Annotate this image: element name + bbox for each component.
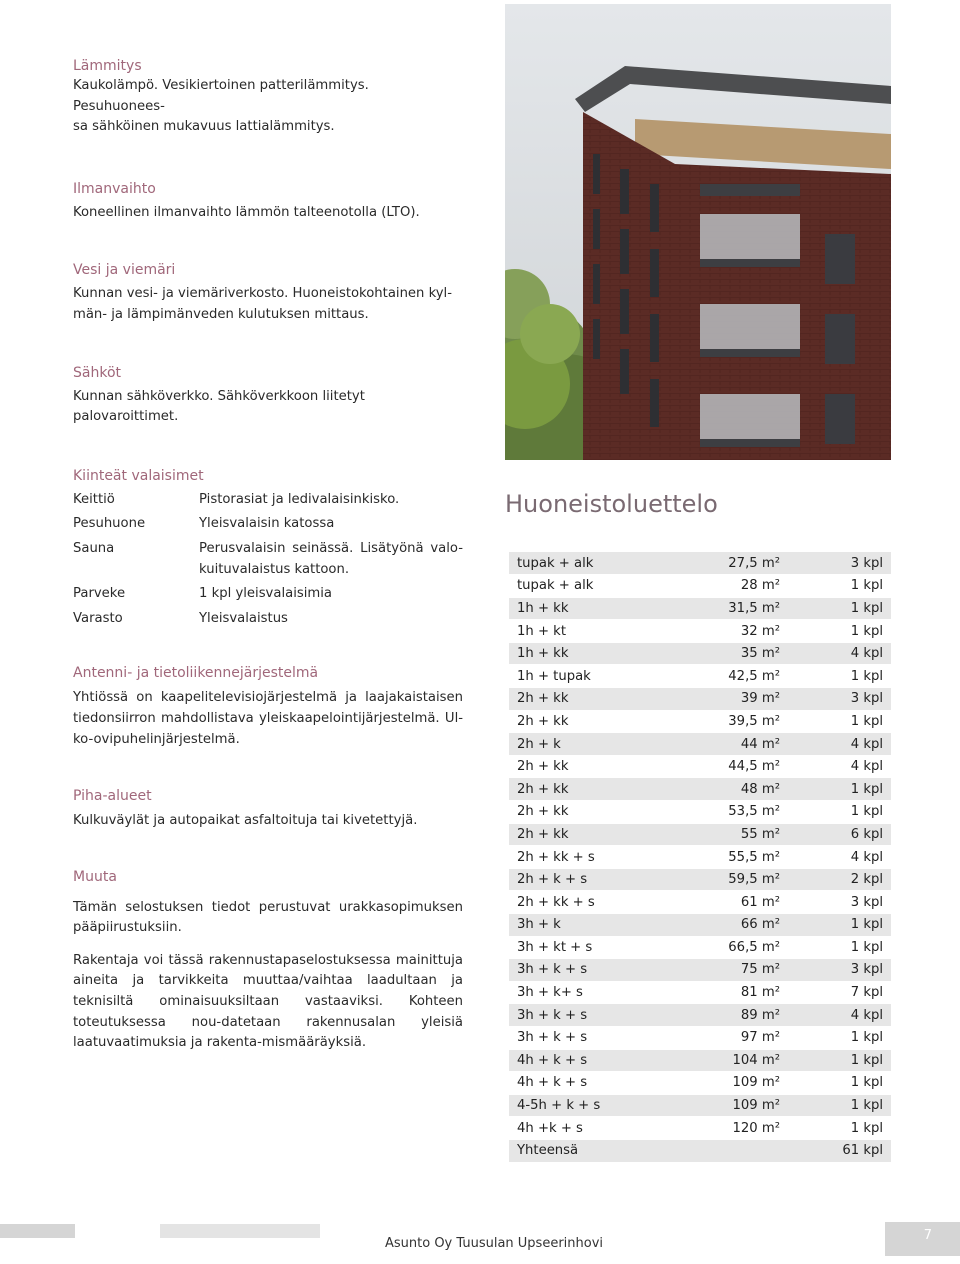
apartment-count: 1 kpl	[784, 778, 891, 801]
table-row	[509, 1094, 891, 1117]
apartment-area: 59,5 m²	[649, 868, 784, 891]
table-row	[509, 1026, 891, 1049]
table-row	[509, 868, 891, 891]
apartment-type: 1h + kk	[509, 642, 649, 665]
lighting-room: Sauna	[73, 540, 115, 556]
apartment-area: 44 m²	[649, 733, 784, 756]
apartment-type: 1h + kk	[509, 597, 649, 620]
apartment-count: 7 kpl	[784, 981, 891, 1004]
table-row	[509, 710, 891, 733]
apartment-count: 3 kpl	[784, 891, 891, 914]
yard-text: Kulkuväylät ja autopaikat asfaltoituja tai kivetettyjä.	[73, 813, 418, 829]
apartment-area: 75 m²	[649, 959, 784, 982]
apartment-count: 4 kpl	[784, 1004, 891, 1027]
apartment-area: 104 m²	[649, 1049, 784, 1072]
electricity-heading: Sähköt	[73, 364, 122, 381]
apartment-type: 3h + k	[509, 914, 649, 937]
table-row	[509, 1049, 891, 1072]
table-row	[509, 733, 891, 756]
apartment-count: 3 kpl	[784, 688, 891, 711]
table-row	[509, 936, 891, 959]
apartment-count: 1 kpl	[784, 1049, 891, 1072]
apartment-area: 55,5 m²	[649, 846, 784, 869]
heating-text-line2: sa sähköinen mukavuus lattialämmitys.	[73, 119, 335, 135]
apartment-count: 1 kpl	[784, 710, 891, 733]
apartment-type: 2h + kk + s	[509, 846, 649, 869]
water-section	[73, 260, 463, 325]
table-row	[509, 688, 891, 711]
table-row	[509, 891, 891, 914]
table-row	[509, 575, 891, 598]
table-row	[509, 597, 891, 620]
apartment-type: 1h + kt	[509, 620, 649, 643]
apartment-type: 3h + k + s	[509, 1004, 649, 1027]
apartment-area: 66 m²	[649, 914, 784, 937]
electricity-text: Kunnan sähköverkko. Sähköverkkoon liitetyt palovaroittimet.	[73, 388, 365, 425]
other-section	[73, 867, 463, 1054]
apartment-area: 109 m²	[649, 1094, 784, 1117]
apartment-area: 97 m²	[649, 1026, 784, 1049]
table-row	[509, 1004, 891, 1027]
table-row	[509, 1072, 891, 1095]
lighting-desc: Yleisvalaistus	[199, 610, 288, 626]
apartment-type: 3h + k+ s	[509, 981, 649, 1004]
apartment-count: 1 kpl	[784, 1117, 891, 1140]
apartment-type: 2h + kk	[509, 755, 649, 778]
table-row	[509, 1117, 891, 1140]
lighting-section	[73, 466, 463, 634]
apartment-count: 1 kpl	[784, 1026, 891, 1049]
lighting-heading: Kiinteät valaisimet	[73, 467, 204, 484]
apartment-type: 2h + kk	[509, 823, 649, 846]
apartment-type: tupak + alk	[509, 575, 649, 598]
water-text-line1: Kunnan vesi- ja viemäriverkosto. Huoneistokohtainen kyl-	[73, 286, 452, 302]
apartment-area: 53,5 m²	[649, 801, 784, 824]
ventilation-heading: Ilmanvaihto	[73, 180, 156, 197]
apartment-count: 3 kpl	[784, 959, 891, 982]
heating-text-line1: Kaukolämpö. Vesikiertoinen patterilämmitys. Pesuhuonees-	[73, 78, 369, 114]
lighting-desc: Yleisvalaisin katossa	[199, 516, 335, 532]
apartment-area: 32 m²	[649, 620, 784, 643]
apartment-count: 1 kpl	[784, 665, 891, 688]
yard-section	[73, 786, 463, 832]
apartment-area: 28 m²	[649, 575, 784, 598]
antenna-section	[73, 663, 463, 750]
footer-bar-left	[0, 1224, 75, 1238]
heating-section	[73, 56, 463, 138]
lighting-room: Varasto	[73, 610, 123, 626]
apartment-count: 6 kpl	[784, 823, 891, 846]
total-spacer	[649, 1139, 784, 1162]
apartment-count: 1 kpl	[784, 620, 891, 643]
apartment-type: 3h + k + s	[509, 959, 649, 982]
heating-heading: Lämmitys	[73, 58, 142, 74]
other-text-2: Rakentaja voi tässä rakennustapaselostuksessa mainittuja aineita ja tarvikkeita muuttaa/vaihtaa laadultaan ja teknisiltä ominaisuuksiltaan vastaaviksi. Kohteen toteutuksessa nou-datetaan rakennusalan yleisiä laatuvaatimuksia ja rakenta-mismääräyksiä.	[73, 952, 463, 1051]
apartment-area: 81 m²	[649, 981, 784, 1004]
apartment-count: 1 kpl	[784, 575, 891, 598]
lighting-table	[73, 490, 463, 634]
electricity-section	[73, 363, 463, 428]
apartment-type: 1h + tupak	[509, 665, 649, 688]
lighting-desc: Perusvalaisin seinässä. Lisätyönä valo-kuituvalaistus kattoon.	[199, 540, 463, 577]
other-heading: Muuta	[73, 868, 117, 885]
apartment-area: 66,5 m²	[649, 936, 784, 959]
lighting-room: Parveke	[73, 586, 126, 602]
apartment-type: tupak + alk	[509, 552, 649, 575]
apartment-area: 89 m²	[649, 1004, 784, 1027]
specification-column	[73, 56, 463, 1054]
apartment-count: 1 kpl	[784, 1094, 891, 1117]
apartment-area: 109 m²	[649, 1072, 784, 1095]
apartment-type: 2h + kk	[509, 778, 649, 801]
apartment-type: 4h +k + s	[509, 1117, 649, 1140]
apartment-count: 3 kpl	[784, 552, 891, 575]
apartment-type: 2h + k + s	[509, 868, 649, 891]
other-text-1: Tämän selostuksen tiedot perustuvat urakkasopimuksen pääpiirustuksiin.	[73, 899, 463, 936]
total-count: 61 kpl	[784, 1139, 891, 1162]
lighting-room: Pesuhuone	[73, 516, 146, 532]
apartment-count: 4 kpl	[784, 846, 891, 869]
table-total-row	[509, 1139, 891, 1162]
table-row	[509, 846, 891, 869]
table-row	[509, 778, 891, 801]
table-row	[509, 642, 891, 665]
apartment-table	[509, 552, 891, 1163]
apartment-area: 55 m²	[649, 823, 784, 846]
apartment-type: 4h + k + s	[509, 1049, 649, 1072]
footer-company: Asunto Oy Tuusulan Upseerinhovi	[385, 1236, 604, 1251]
apartment-type: 4h + k + s	[509, 1072, 649, 1095]
apartment-area: 42,5 m²	[649, 665, 784, 688]
footer-bar-mid	[160, 1224, 320, 1238]
table-row	[509, 620, 891, 643]
water-text-line2: män- ja lämpimänveden kulutuksen mittaus.	[73, 306, 369, 322]
apartment-count: 4 kpl	[784, 755, 891, 778]
lighting-room: Keittiö	[73, 491, 115, 507]
antenna-text: Yhtiössä on kaapelitelevisiojärjestelmä ja laajakaistaisen tiedonsiirron mahdollistava yleiskaapelointijärjestelmä. Ul-ko-ovipuhelinjärjestelmä.	[73, 690, 463, 747]
water-heading: Vesi ja viemäri	[73, 262, 176, 279]
apartment-type: 3h + kt + s	[509, 936, 649, 959]
yard-heading: Piha-alueet	[73, 788, 152, 805]
apartment-area: 27,5 m²	[649, 552, 784, 575]
apartment-area: 39,5 m²	[649, 710, 784, 733]
apartment-count: 1 kpl	[784, 597, 891, 620]
apartment-area: 120 m²	[649, 1117, 784, 1140]
apartment-area: 35 m²	[649, 642, 784, 665]
table-row	[509, 914, 891, 937]
table-row	[509, 823, 891, 846]
apartment-count: 2 kpl	[784, 868, 891, 891]
lighting-desc: 1 kpl yleisvalaisimia	[199, 586, 332, 602]
apartment-area: 31,5 m²	[649, 597, 784, 620]
apartment-area: 39 m²	[649, 688, 784, 711]
apartment-list-title: Huoneistoluettelo	[505, 490, 718, 518]
apartment-count: 1 kpl	[784, 914, 891, 937]
total-label: Yhteensä	[509, 1139, 649, 1162]
apartment-type: 2h + kk + s	[509, 891, 649, 914]
apartment-type: 2h + kk	[509, 710, 649, 733]
apartment-type: 2h + k	[509, 733, 649, 756]
antenna-heading: Antenni- ja tietoliikennejärjestelmä	[73, 665, 319, 682]
apartment-count: 1 kpl	[784, 801, 891, 824]
ventilation-text: Koneellinen ilmanvaihto lämmön talteenotolla (LTO).	[73, 204, 420, 220]
table-row	[509, 801, 891, 824]
apartment-count: 1 kpl	[784, 936, 891, 959]
page-number: 7	[885, 1222, 960, 1256]
table-row	[509, 755, 891, 778]
apartment-type: 2h + kk	[509, 688, 649, 711]
apartment-count: 4 kpl	[784, 733, 891, 756]
apartment-type: 3h + k + s	[509, 1026, 649, 1049]
lighting-desc: Pistorasiat ja ledivalaisinkisko.	[199, 491, 400, 507]
table-row	[509, 959, 891, 982]
apartment-area: 61 m²	[649, 891, 784, 914]
apartment-type: 4-5h + k + s	[509, 1094, 649, 1117]
building-photo	[505, 4, 891, 460]
table-row	[509, 552, 891, 575]
apartment-area: 44,5 m²	[649, 755, 784, 778]
table-row	[509, 981, 891, 1004]
apartment-type: 2h + kk	[509, 801, 649, 824]
ventilation-section	[73, 179, 463, 224]
apartment-count: 4 kpl	[784, 642, 891, 665]
apartment-count: 1 kpl	[784, 1072, 891, 1095]
apartment-area: 48 m²	[649, 778, 784, 801]
table-row	[509, 665, 891, 688]
